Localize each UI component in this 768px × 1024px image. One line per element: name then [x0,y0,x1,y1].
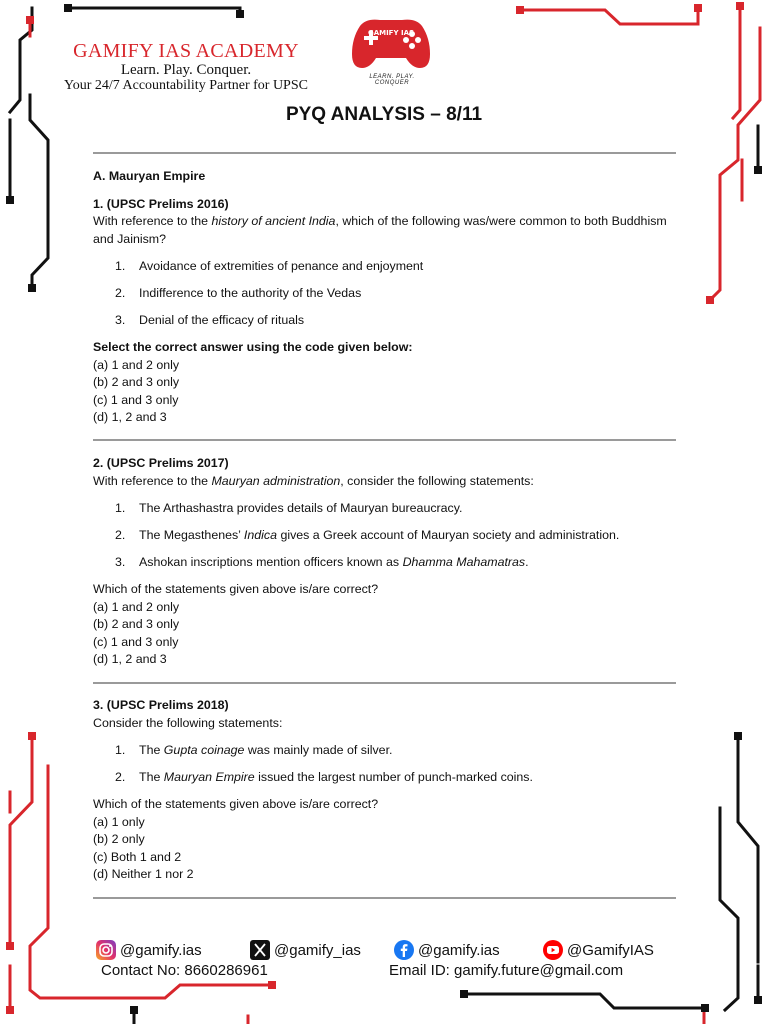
answer-option: (b) 2 and 3 only [93,617,180,631]
contact-email: Email ID: gamify.future@gmail.com [389,962,624,979]
question-stem: With reference to the history of ancient India, which of the following was/were common to both Buddhism and Jainism? [93,214,667,246]
youtube-icon [543,940,563,960]
twitter-link[interactable] [250,940,361,960]
academy-branding [64,40,308,94]
gamepad-logo [346,8,436,92]
answer-option: (a) 1 and 2 only [93,357,180,372]
answer-prompt: Which of the statements given above is/are correct? [93,582,379,596]
gamepad-icon [346,8,436,78]
answer-option: (a) 1 only [93,814,145,829]
instagram-link[interactable] [96,940,202,960]
statement-list [93,258,676,330]
question-2 [93,455,676,669]
contact-number: Contact No: 8660286961 [101,962,268,979]
statement-item: 1. The Gupta coinage was mainly made of silver. [115,743,393,757]
question-heading: 3. (UPSC Prelims 2018) [93,698,229,712]
answer-option: (c) Both 1 and 2 [93,849,182,864]
academy-name: GAMIFY IAS ACADEMY [73,40,299,62]
answer-prompt: Which of the statements given above is/are correct? [93,797,379,811]
question-1 [93,168,676,427]
answer-prompt: Select the correct answer using the code given below: [93,340,413,354]
logo-caption: LEARN. PLAY. CONQUER [369,74,415,86]
youtube-handle: @GamifyIAS [567,941,654,959]
statement-item: 1. Avoidance of extremities of penance and enjoyment [115,259,424,273]
answer-option: (c) 1 and 3 only [93,634,179,649]
facebook-icon [394,940,414,960]
answer-option: (b) 2 and 3 only [93,375,180,389]
facebook-link[interactable] [394,940,500,960]
answer-option: (c) 1 and 3 only [93,392,179,407]
statement-item: 1. The Arthashastra provides details of Mauryan bureaucracy. [115,501,463,515]
academy-subtitle: Your 24/7 Accountability Partner for UPSC [64,78,308,93]
divider [93,897,676,899]
youtube-link[interactable] [543,940,654,960]
divider [93,682,676,684]
question-3 [93,697,676,884]
question-stem: Consider the following statements: [93,715,283,730]
divider [93,152,676,154]
instagram-handle: @gamify.ias [120,941,202,959]
statement-list [93,500,676,572]
question-stem: With reference to the Mauryan administration, consider the following statements: [93,473,534,488]
question-heading: 2. (UPSC Prelims 2017) [93,456,229,470]
facebook-handle: @gamify.ias [418,941,500,959]
statement-item: 3. Ashokan inscriptions mention officers known as Dhamma Mahamatras. [115,555,529,569]
logo-text: GAMIFY IAS [367,29,415,37]
answer-option: (d) Neither 1 nor 2 [93,867,194,881]
page-title: PYQ ANALYSIS – 8/11 [285,104,483,125]
answer-option: (a) 1 and 2 only [93,599,180,614]
statement-item: 2. The Mauryan Empire issued the largest number of punch-marked coins. [115,770,533,784]
x-icon [250,940,270,960]
academy-tagline: Learn. Play. Conquer. [120,62,252,78]
statement-item: 3. Denial of the efficacy of rituals [115,313,305,327]
answer-option: (b) 2 only [93,832,145,846]
statement-list [93,742,676,787]
question-heading: 1. (UPSC Prelims 2016) [93,196,229,211]
answer-option: (d) 1, 2 and 3 [93,410,167,424]
statement-item: 2. Indifference to the authority of the Vedas [115,286,362,300]
answer-option: (d) 1, 2 and 3 [93,652,167,666]
section-heading: A. Mauryan Empire [93,169,206,183]
instagram-icon [96,940,116,960]
statement-item: 2. The Megasthenes’ Indica gives a Greek account of Mauryan society and administration. [115,528,620,542]
twitter-handle: @gamify_ias [274,941,361,959]
divider [93,439,676,441]
social-links [0,940,768,964]
